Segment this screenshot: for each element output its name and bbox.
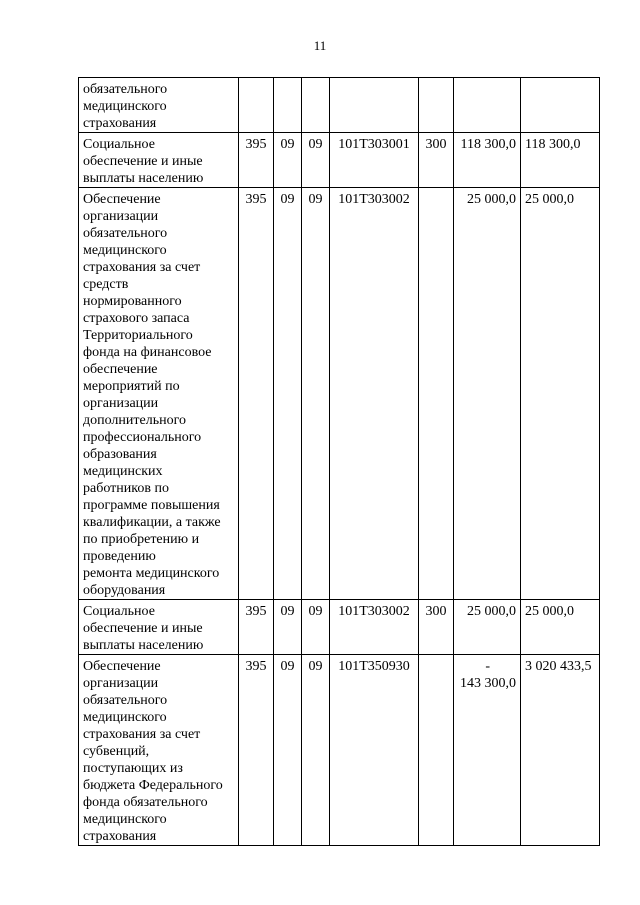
description-line: программе повышения xyxy=(83,498,220,513)
description-line: по приобретению и xyxy=(83,532,200,547)
cell-pr: 09 xyxy=(302,655,330,846)
description-line: фонда обязательного xyxy=(83,795,208,810)
description-line: организации xyxy=(83,396,159,411)
description-line: проведению xyxy=(83,549,156,564)
cell-amount-change xyxy=(454,133,521,188)
cell-description xyxy=(79,188,239,600)
cell-csr: 101Т303002 xyxy=(330,188,419,600)
description-line: образования xyxy=(83,447,157,462)
cell-amount-change xyxy=(454,655,521,846)
cell-rz: 09 xyxy=(274,600,302,655)
cell-gr: 395 xyxy=(239,655,274,846)
cell-vr xyxy=(419,78,454,133)
description-line: медицинского xyxy=(83,243,167,258)
page-number: 11 xyxy=(313,38,327,53)
description-line: обеспечение и иные xyxy=(83,154,203,169)
cell-amount-total: 25 000,0 xyxy=(521,188,600,600)
description-line: обязательного xyxy=(83,82,168,97)
description-line: Обеспечение xyxy=(83,192,161,207)
amount-line: 25 000,0 xyxy=(467,192,516,207)
cell-gr xyxy=(239,78,274,133)
cell-pr: 09 xyxy=(302,188,330,600)
description-line: обязательного xyxy=(83,226,168,241)
cell-csr xyxy=(330,78,419,133)
description-line: Социальное xyxy=(83,604,155,619)
description-line: Территориального xyxy=(83,328,193,343)
description-line: обеспечение xyxy=(83,362,158,377)
table-row xyxy=(79,133,600,188)
table-row xyxy=(79,188,600,600)
description-line: обязательного xyxy=(83,693,168,708)
description-line: ремонта медицинского xyxy=(83,566,220,581)
cell-vr xyxy=(419,188,454,600)
description-line: страхования за счет xyxy=(83,260,201,275)
description-line: квалификации, а также xyxy=(83,515,221,530)
cell-rz xyxy=(274,78,302,133)
description-line: медицинских xyxy=(83,464,163,479)
cell-pr xyxy=(302,78,330,133)
description-line: страхования xyxy=(83,116,157,131)
cell-amount-change xyxy=(454,188,521,600)
cell-vr: 300 xyxy=(419,600,454,655)
cell-gr: 395 xyxy=(239,133,274,188)
cell-pr: 09 xyxy=(302,600,330,655)
description-line: выплаты населению xyxy=(83,638,204,653)
cell-gr: 395 xyxy=(239,600,274,655)
cell-rz: 09 xyxy=(274,133,302,188)
description-line: медицинского xyxy=(83,710,167,725)
cell-gr: 395 xyxy=(239,188,274,600)
cell-amount-total: 3 020 433,5 xyxy=(521,655,600,846)
description-line: медицинского xyxy=(83,812,167,827)
description-line: средств xyxy=(83,277,129,292)
description-line: страхования за счет xyxy=(83,727,201,742)
table-row xyxy=(79,600,600,655)
cell-description xyxy=(79,133,239,188)
cell-description xyxy=(79,600,239,655)
description-line: организации xyxy=(83,209,159,224)
description-line: бюджета Федерального xyxy=(83,778,223,793)
amount-line: 118 300,0 xyxy=(460,137,516,152)
description-line: фонда на финансовое xyxy=(83,345,212,360)
cell-rz: 09 xyxy=(274,655,302,846)
budget-table xyxy=(78,77,600,846)
cell-csr: 101Т350930 xyxy=(330,655,419,846)
description-line: выплаты населению xyxy=(83,171,204,186)
table-body xyxy=(79,78,600,846)
description-line: страхования xyxy=(83,829,157,844)
amount-line: 25 000,0 xyxy=(467,604,516,619)
description-line: профессионального xyxy=(83,430,202,445)
cell-description xyxy=(79,78,239,133)
cell-amount-total xyxy=(521,78,600,133)
cell-amount-total: 25 000,0 xyxy=(521,600,600,655)
description-line: страхового запаса xyxy=(83,311,190,326)
amount-line: - xyxy=(485,659,490,674)
cell-description xyxy=(79,655,239,846)
description-line: мероприятий по xyxy=(83,379,180,394)
cell-vr xyxy=(419,655,454,846)
description-line: Обеспечение xyxy=(83,659,161,674)
description-line: субвенций, xyxy=(83,744,150,759)
table-row xyxy=(79,78,600,133)
cell-amount-total: 118 300,0 xyxy=(521,133,600,188)
description-line: дополнительного xyxy=(83,413,186,428)
cell-vr: 300 xyxy=(419,133,454,188)
description-line: работников по xyxy=(83,481,169,496)
description-line: медицинского xyxy=(83,99,167,114)
cell-pr: 09 xyxy=(302,133,330,188)
description-line: нормированного xyxy=(83,294,182,309)
amount-line: 143 300,0 xyxy=(460,676,516,691)
description-line: Социальное xyxy=(83,137,155,152)
cell-rz: 09 xyxy=(274,188,302,600)
cell-csr: 101Т303002 xyxy=(330,600,419,655)
cell-amount-change xyxy=(454,600,521,655)
cell-csr: 101Т303001 xyxy=(330,133,419,188)
description-line: поступающих из xyxy=(83,761,183,776)
description-line: обеспечение и иные xyxy=(83,621,203,636)
cell-amount-change xyxy=(454,78,521,133)
table-row xyxy=(79,655,600,846)
description-line: организации xyxy=(83,676,159,691)
description-line: оборудования xyxy=(83,583,166,598)
